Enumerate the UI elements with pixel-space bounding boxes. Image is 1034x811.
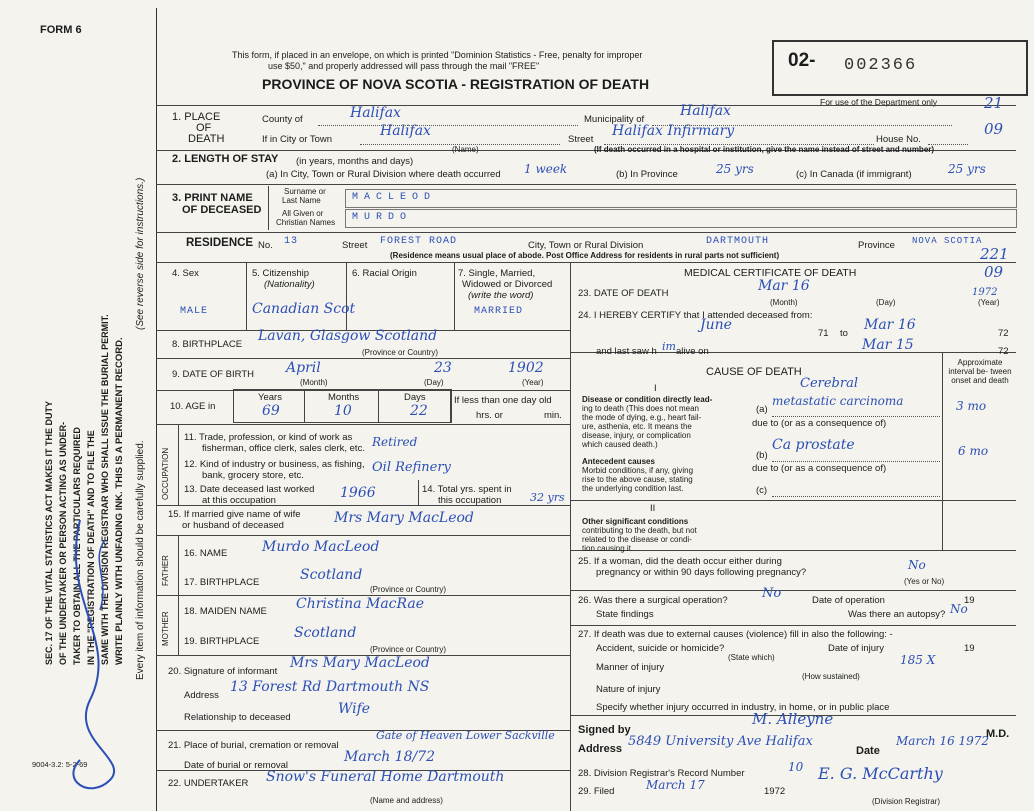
statute-line6: WRITE PLAINLY WITH UNFADING INK. THIS IS A PERMANENT RECORD. bbox=[114, 337, 125, 665]
disease-line4: ure, asthenia, etc. It means the bbox=[582, 422, 692, 431]
father-bp-value: Scotland bbox=[300, 567, 363, 583]
other-line1: Other significant conditions bbox=[582, 517, 689, 526]
part-one-label: I bbox=[654, 383, 657, 394]
trade-value: Retired bbox=[372, 435, 418, 449]
date-injury-19: 19 bbox=[964, 643, 975, 654]
undertaker-label: 22. UNDERTAKER bbox=[168, 778, 249, 789]
residence-label: RESIDENCE bbox=[186, 237, 254, 249]
antecedent-line4: the underlying condition last. bbox=[582, 484, 684, 493]
mother-name-value: Christina MacRae bbox=[296, 596, 425, 612]
total-yrs-label-2: this occupation bbox=[438, 495, 502, 506]
antecedent-line2: Morbid conditions, if any, giving bbox=[582, 466, 694, 475]
age-months-label: Months bbox=[328, 392, 360, 403]
record-number-label: 28. Division Registrar's Record Number bbox=[578, 768, 745, 779]
disease-line6: which caused death.) bbox=[582, 440, 658, 449]
residence-note: (Residence means usual place of abode. Post Office Address for residents in rural parts not sufficient) bbox=[390, 251, 780, 260]
form-number: FORM 6 bbox=[40, 24, 82, 36]
envelope-note-line2: use $50," and properly addressed will pass through the mail "FREE" bbox=[268, 61, 540, 71]
dod-year-caption: (Year) bbox=[978, 298, 1000, 307]
citizenship-value: Canadian Scot bbox=[252, 301, 356, 317]
undertaker-caption: (Name and address) bbox=[370, 796, 443, 805]
stay-a-label: (a) In City, Town or Rural Division where death occurred bbox=[266, 169, 501, 180]
alive-on-year: 72 bbox=[998, 346, 1009, 357]
birthplace-label: 8. BIRTHPLACE bbox=[172, 339, 243, 350]
dob-year-value: 1902 bbox=[508, 360, 544, 376]
nature-label: Nature of injury bbox=[596, 684, 661, 695]
age-months-value: 10 bbox=[334, 403, 352, 419]
father-name-label: 16. NAME bbox=[184, 548, 228, 559]
right-code-1: 21 bbox=[984, 94, 1004, 112]
trade-label-1: 11. Trade, profession, or kind of work as bbox=[184, 432, 353, 443]
document-number-box bbox=[772, 40, 1028, 96]
spouse-label-2: or husband of deceased bbox=[182, 520, 284, 531]
specify-label: Specify whether injury occurred in industry, in home, or in public place bbox=[596, 702, 890, 713]
cause-b-value: Ca prostate bbox=[772, 437, 855, 453]
informant-address-label: Address bbox=[184, 690, 219, 701]
signed-by-value: M. Alleyne bbox=[752, 710, 834, 728]
state-findings-label: State findings bbox=[596, 609, 654, 620]
surgery-value: No bbox=[762, 586, 782, 601]
date-injury-label: Date of injury bbox=[828, 643, 884, 654]
total-yrs-value: 32 yrs bbox=[530, 491, 565, 504]
last-saw-value: im bbox=[662, 340, 676, 353]
statute-line3: TAKER TO OBTAIN ALL THE PARTICULARS REQUIRED bbox=[72, 427, 82, 665]
signer-address-value: 5849 University Ave Halifax bbox=[628, 734, 813, 749]
stay-b-value: 25 yrs bbox=[716, 162, 754, 176]
statute-line1: SEC. 17 OF THE VITAL STATISTICS ACT MAKES IT THE DUTY bbox=[44, 400, 54, 665]
last-worked-value: 1966 bbox=[340, 485, 376, 501]
age-years-value: 69 bbox=[262, 403, 280, 419]
cause-a-value: metastatic carcinoma bbox=[772, 394, 904, 408]
alive-on-label: alive on bbox=[676, 346, 709, 357]
length-of-stay-note: (in years, months and days) bbox=[296, 156, 414, 167]
dod-value: Mar 16 bbox=[758, 278, 810, 294]
pregnancy-label-1: 25. If a woman, did the death occur either during bbox=[578, 556, 782, 567]
dod-label: 23. DATE OF DEATH bbox=[578, 288, 669, 299]
signed-date-value: March 16 1972 bbox=[896, 734, 990, 748]
marital-label-1: 7. Single, Married, bbox=[458, 268, 536, 279]
of-deceased-label: OF DECEASED bbox=[182, 204, 262, 216]
surname-box bbox=[345, 189, 1017, 208]
dob-day-value: 23 bbox=[434, 360, 452, 376]
approx-interval-label: Approximate interval be- tween onset and death bbox=[948, 358, 1012, 385]
street-value: Halifax Infirmary bbox=[612, 123, 735, 139]
document-number: 002366 bbox=[844, 56, 918, 75]
citizenship-label: 5. Citizenship bbox=[252, 268, 310, 279]
filed-label: 29. Filed bbox=[578, 786, 615, 797]
spouse-value: Mrs Mary MacLeod bbox=[334, 510, 474, 526]
registrar-signature: E. G. McCarthy bbox=[818, 764, 943, 783]
spouse-label-1: 15. If married give name of wife bbox=[168, 509, 301, 520]
municipality-label: Municipality of bbox=[584, 114, 645, 125]
marital-label-2: Widowed or Divorced bbox=[462, 279, 553, 290]
death-label: DEATH bbox=[188, 133, 225, 145]
interval-b-value: 6 mo bbox=[958, 444, 989, 458]
dob-month-caption: (Month) bbox=[300, 378, 328, 387]
surgery-label: 26. Was there a surgical operation? bbox=[578, 595, 728, 606]
name-caption: (Name) bbox=[452, 145, 479, 154]
burial-value: Gate of Heaven Lower Sackville bbox=[376, 729, 555, 742]
age-label: 10. AGE in bbox=[170, 401, 216, 412]
municipality-value: Halifax bbox=[680, 103, 731, 119]
accident-label: Accident, suicide or homicide? bbox=[596, 643, 725, 654]
stay-c-value: 25 yrs bbox=[948, 162, 986, 176]
res-no-label: No. bbox=[258, 240, 273, 251]
due-to-2: due to (or as a consequence of) bbox=[752, 463, 887, 474]
surname-value: MACLEOD bbox=[352, 192, 437, 203]
signer-address-label: Address bbox=[578, 743, 623, 755]
less-than-day-label: If less than one day old bbox=[454, 395, 552, 406]
date-op-19: 19 bbox=[964, 595, 975, 606]
other-line3: related to the disease or condi- bbox=[582, 535, 692, 544]
medical-certificate-title: MEDICAL CERTIFICATE OF DEATH bbox=[684, 267, 857, 279]
attended-from-value: June bbox=[700, 317, 732, 333]
attended-from-year: 71 bbox=[818, 328, 829, 339]
street-label: Street bbox=[568, 134, 594, 145]
place-of-label: OF bbox=[196, 122, 212, 134]
res-city-value: DARTMOUTH bbox=[706, 236, 770, 247]
lastname-label: Last Name bbox=[282, 196, 321, 205]
birthplace-caption: (Province or Country) bbox=[362, 348, 439, 357]
industry-label-1: 12. Kind of industry or business, as fishing, bbox=[184, 459, 365, 470]
external-causes-label: 27. If death was due to external causes (violence) fill in also the following: - bbox=[578, 629, 893, 640]
statute-line2: OF THE UNDERTAKER OR PERSON ACTING AS UNDER- bbox=[58, 421, 68, 665]
manner-label: Manner of injury bbox=[596, 662, 665, 673]
christian-label: Christian Names bbox=[276, 218, 336, 227]
filed-year: 1972 bbox=[764, 786, 786, 797]
due-to-1: due to (or as a consequence of) bbox=[752, 418, 887, 429]
given-label: All Given or bbox=[282, 209, 324, 218]
informant-address-value: 13 Forest Rd Dartmouth NS bbox=[230, 679, 430, 695]
age-days-value: 22 bbox=[410, 403, 428, 419]
dod-day-caption: (Day) bbox=[876, 298, 896, 307]
burial-label: 21. Place of burial, cremation or removal bbox=[168, 740, 339, 751]
form-title: PROVINCE OF NOVA SCOTIA - REGISTRATION OF DEATH bbox=[262, 76, 650, 92]
other-line4: tion causing it. bbox=[582, 544, 634, 553]
nationality-label: (Nationality) bbox=[264, 279, 315, 290]
res-province-value: NOVA SCOTIA bbox=[912, 236, 983, 246]
last-worked-label-1: 13. Date deceased last worked bbox=[184, 484, 315, 495]
dob-month-value: April bbox=[286, 360, 321, 376]
occupation-side-label: OCCUPATION bbox=[161, 447, 170, 500]
stay-b-label: (b) In Province bbox=[616, 169, 678, 180]
alive-on-value: Mar 15 bbox=[862, 337, 914, 353]
informant-label: 20. Signature of informant bbox=[168, 666, 278, 677]
res-province-label: Province bbox=[858, 240, 895, 251]
signed-by-label: Signed by bbox=[578, 724, 631, 736]
last-saw-label: and last saw h bbox=[596, 346, 657, 357]
father-bp-caption: (Province or Country) bbox=[370, 585, 447, 594]
res-city-label: City, Town or Rural Division bbox=[528, 240, 644, 251]
document-number-prefix: 02- bbox=[788, 50, 816, 71]
part-two-label: II bbox=[650, 503, 656, 514]
county-value: Halifax bbox=[350, 105, 401, 121]
dod-month-caption: (Month) bbox=[770, 298, 798, 307]
state-which-caption: (State which) bbox=[728, 653, 775, 662]
dod-year-value: 1972 bbox=[972, 287, 998, 298]
dob-year-caption: (Year) bbox=[522, 378, 544, 387]
county-label: County of bbox=[262, 114, 303, 125]
record-number-value: 10 bbox=[788, 760, 804, 774]
hospital-note: (If death occurred in a hospital or institution, give the name instead of street and number) bbox=[594, 145, 935, 154]
how-sustained-caption: (How sustained) bbox=[802, 672, 860, 681]
stay-c-label: (c) In Canada (if immigrant) bbox=[796, 169, 912, 180]
supply-notice: Every item of information should be carefully supplied. bbox=[135, 440, 146, 680]
industry-label-2: bank, grocery store, etc. bbox=[202, 470, 304, 481]
trade-label-2: fisherman, office clerk, sales clerk, etc. bbox=[202, 443, 365, 454]
burial-date-value: March 18/72 bbox=[344, 749, 436, 765]
given-value: MURDO bbox=[352, 212, 413, 223]
envelope-note-line1: This form, if placed in an envelope, on which is printed "Dominion Statistics - Free, penalty for improper bbox=[232, 50, 643, 60]
marital-label-3: (write the word) bbox=[468, 290, 534, 301]
sex-value: MALE bbox=[180, 306, 209, 317]
cause-c-marker: (c) bbox=[756, 485, 768, 496]
yes-no-caption: (Yes or No) bbox=[904, 577, 945, 586]
marital-value: MARRIED bbox=[474, 306, 524, 317]
relationship-value: Wife bbox=[338, 701, 371, 717]
surname-label: Surname or bbox=[284, 187, 326, 196]
birthplace-value: Lavan, Glasgow Scotland bbox=[258, 328, 438, 344]
right-code-4: 09 bbox=[984, 263, 1004, 281]
disease-line3: the mode of dying, e.g., heart fail- bbox=[582, 413, 702, 422]
disease-line5: disease, injury, or complication bbox=[582, 431, 691, 440]
cause-of-death-title: CAUSE OF DEATH bbox=[706, 366, 802, 378]
manner-value: 185 X bbox=[900, 653, 936, 667]
pen-scribble bbox=[50, 480, 170, 810]
stay-a-value: 1 week bbox=[524, 162, 568, 176]
attended-to-value: Mar 16 bbox=[864, 317, 916, 333]
signed-date-label: Date bbox=[856, 745, 880, 757]
length-of-stay-label: 2. LENGTH OF STAY bbox=[172, 153, 279, 165]
antecedent-line1: Antecedent causes bbox=[582, 457, 655, 466]
age-days-label: Days bbox=[404, 392, 426, 403]
date-op-label: Date of operation bbox=[812, 595, 885, 606]
interval-a-value: 3 mo bbox=[956, 399, 987, 413]
last-worked-label-2: at this occupation bbox=[202, 495, 276, 506]
autopsy-label: Was there an autopsy? bbox=[848, 609, 946, 620]
father-bp-label: 17. BIRTHPLACE bbox=[184, 577, 260, 588]
age-years-label: Years bbox=[258, 392, 282, 403]
attended-to-label: to bbox=[840, 328, 848, 339]
cause-b-marker: (b) bbox=[756, 450, 768, 461]
total-yrs-label-1: 14. Total yrs. spent in bbox=[422, 484, 512, 495]
mother-bp-label: 19. BIRTHPLACE bbox=[184, 636, 260, 647]
place-of-death-label: 1. PLACE bbox=[172, 111, 221, 123]
dob-day-caption: (Day) bbox=[424, 378, 444, 387]
cause-top-value: Cerebral bbox=[800, 376, 858, 391]
cause-a-marker: (a) bbox=[756, 404, 768, 415]
given-names-box bbox=[345, 209, 1017, 228]
house-no-label: House No. bbox=[876, 134, 921, 145]
right-code-2: 09 bbox=[984, 120, 1004, 138]
pregnancy-value: No bbox=[908, 558, 926, 572]
mother-name-label: 18. MAIDEN NAME bbox=[184, 606, 267, 617]
min-label: min. bbox=[544, 410, 562, 421]
mother-bp-caption: (Province or Country) bbox=[370, 645, 447, 654]
statute-line5: SAME WITH THE DIVISION REGISTRAR WHO SHALL ISSUE THE BURIAL PERMIT. bbox=[100, 314, 110, 665]
reverse-side-note: (See reverse side for instructions.) bbox=[135, 177, 146, 330]
other-line2: contributing to the death, but not bbox=[582, 526, 697, 535]
right-code-3: 221 bbox=[980, 245, 1009, 263]
relationship-label: Relationship to deceased bbox=[184, 712, 291, 723]
attended-to-year: 72 bbox=[998, 328, 1009, 339]
hrs-label: hrs. or bbox=[476, 410, 503, 421]
division-registrar-caption: (Division Registrar) bbox=[872, 797, 941, 806]
disease-line1: Disease or condition directly lead- bbox=[582, 395, 713, 404]
undertaker-value: Snow's Funeral Home Dartmouth bbox=[266, 769, 505, 785]
pregnancy-label-2: pregnancy or within 90 days following pregnancy? bbox=[596, 567, 807, 578]
antecedent-line3: rise to the above cause, stating bbox=[582, 475, 693, 484]
informant-value: Mrs Mary MacLeod bbox=[290, 655, 430, 671]
city-value: Halifax bbox=[380, 123, 431, 139]
dob-label: 9. DATE OF BIRTH bbox=[172, 369, 254, 380]
father-name-value: Murdo MacLeod bbox=[262, 539, 380, 555]
print-code: 9004-3.2: 5-2-69 bbox=[32, 760, 88, 769]
filed-value: March 17 bbox=[646, 778, 705, 792]
burial-date-label: Date of burial or removal bbox=[184, 760, 289, 771]
father-side-label: FATHER bbox=[161, 555, 170, 586]
res-street-label: Street bbox=[342, 240, 368, 251]
statute-line4: IN THE "REGISTRATION OF DEATH" AND TO FILE THE bbox=[86, 430, 96, 665]
print-name-label: 3. PRINT NAME bbox=[172, 192, 253, 204]
attended-label: 24. I HEREBY CERTIFY that I attended deceased from: bbox=[578, 310, 813, 321]
city-town-label: If in City or Town bbox=[262, 134, 333, 145]
disease-line2: ing to death (This does not mean bbox=[582, 404, 699, 413]
res-street-value: FOREST ROAD bbox=[380, 236, 458, 247]
res-no-value: 13 bbox=[284, 236, 299, 247]
autopsy-value: No bbox=[950, 602, 968, 616]
department-use-label: For use of the Department only bbox=[820, 97, 938, 107]
md-label: M.D. bbox=[986, 728, 1010, 740]
sex-label: 4. Sex bbox=[172, 268, 199, 279]
industry-value: Oil Refinery bbox=[372, 460, 451, 475]
mother-side-label: MOTHER bbox=[161, 611, 170, 646]
racial-origin-label: 6. Racial Origin bbox=[352, 268, 417, 279]
mother-bp-value: Scotland bbox=[294, 625, 357, 641]
